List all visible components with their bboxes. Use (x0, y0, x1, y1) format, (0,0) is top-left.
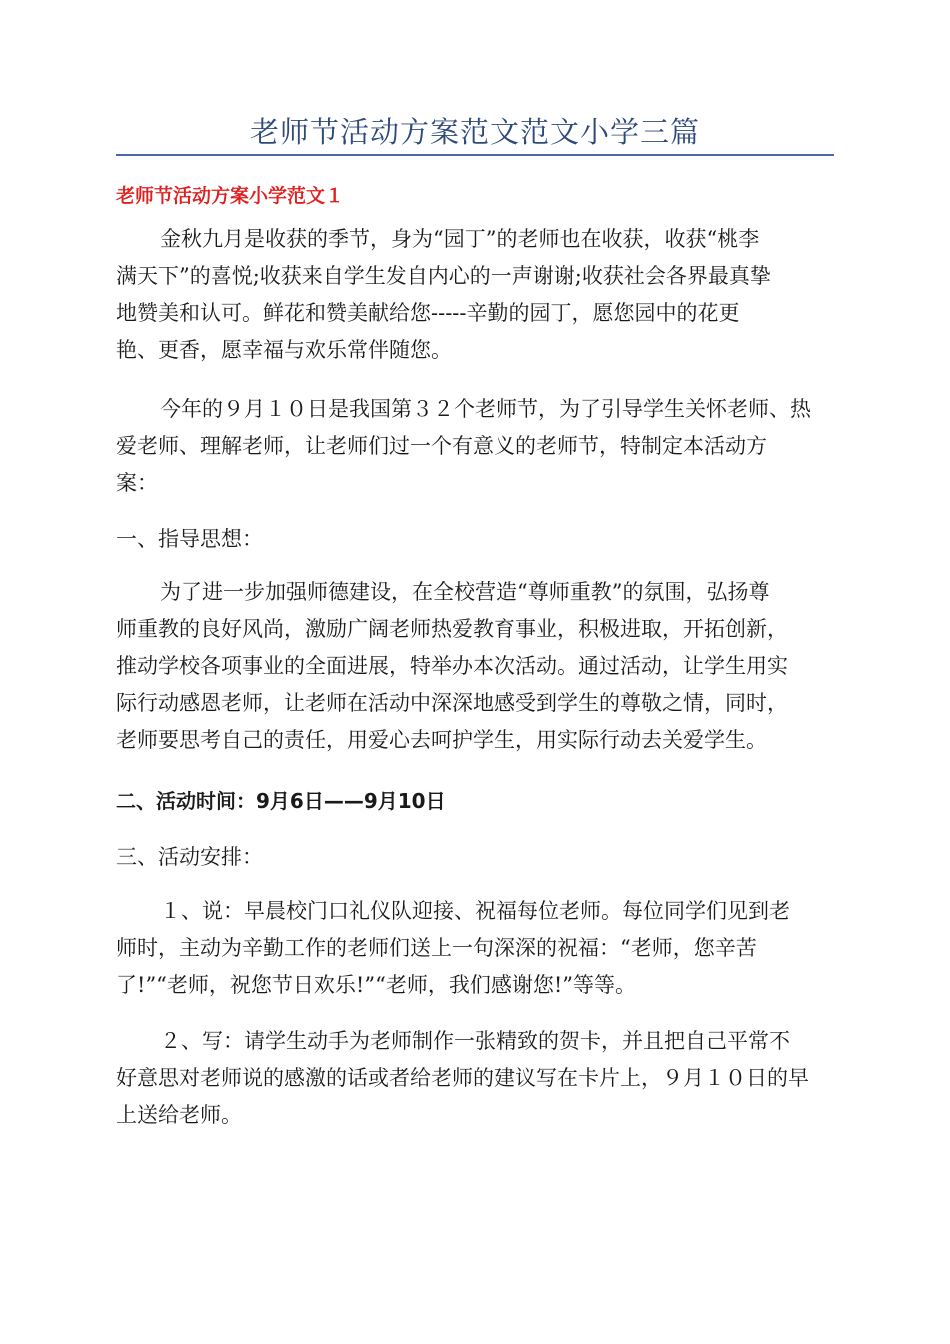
paragraph-line: 际行动感恩老师，让老师在活动中深深地感受到学生的尊敬之情，同时， (116, 691, 788, 715)
heading-activity-arrangement: 三、活动安排： (116, 845, 263, 869)
section-heading: 老师节活动方案小学范文１ (116, 185, 345, 207)
paragraph-line: １、说：早晨校门口礼仪队迎接、祝福每位老师。每位同学们见到老 (160, 899, 790, 923)
paragraph-line: 师重教的良好风尚，激励广阔老师热爱教育事业，积极进取，开拓创新， (116, 617, 788, 641)
paragraph-line: 师时，主动为辛勤工作的老师们送上一句深深的祝福：“老师，您辛苦 (116, 936, 757, 960)
paragraph-line: 好意思对老师说的感激的话或者给老师的建议写在卡片上，９月１０日的早 (116, 1066, 809, 1090)
paragraph-line: 老师要思考自己的责任，用爱心去呵护学生，用实际行动去关爱学生。 (116, 728, 767, 752)
paragraph-line: 满天下”的喜悦;收获来自学生发自内心的一声谢谢;收获社会各界最真挚 (116, 264, 771, 288)
paragraph-line: 今年的９月１０日是我国第３２个老师节，为了引导学生关怀老师、热 (160, 397, 811, 421)
title-underline (116, 154, 834, 156)
purpose-paragraph (116, 391, 836, 502)
paragraph-line: ２、写：请学生动手为老师制作一张精致的贺卡，并且把自己平常不 (160, 1029, 790, 1053)
document-title: 老师节活动方案范文范文小学三篇 (249, 115, 700, 149)
arrangement-item-2 (116, 1023, 836, 1134)
heading-guiding-ideology: 一、指导思想： (116, 527, 263, 551)
paragraph-line: 爱老师、理解老师，让老师们过一个有意义的老师节，特制定本活动方 (116, 434, 767, 458)
arrangement-item-1 (116, 893, 836, 1004)
guiding-paragraph (116, 574, 836, 759)
paragraph-line: 推动学校各项事业的全面进展，特举办本次活动。通过活动，让学生用实 (116, 654, 788, 678)
paragraph-line: 艳、更香，愿幸福与欢乐常伴随您。 (116, 338, 452, 362)
paragraph-line: 地赞美和认可。鲜花和赞美献给您-----辛勤的园丁，愿您园中的花更 (116, 301, 740, 325)
paragraph-line: 了!”“老师，祝您节日欢乐!”“老师，我们感谢您!”等等。 (116, 973, 636, 997)
paragraph-line: 金秋九月是收获的季节，身为“园丁”的老师也在收获，收获“桃李 (160, 227, 760, 251)
paragraph-line: 为了进一步加强师德建设，在全校营造“尊师重教”的氛围，弘扬尊 (160, 580, 770, 604)
intro-paragraph (116, 221, 836, 369)
paragraph-line: 上送给老师。 (116, 1103, 242, 1127)
paragraph-line: 案： (116, 471, 158, 495)
heading-activity-time: 二、活动时间：9月6日——9月10日 (116, 789, 446, 813)
